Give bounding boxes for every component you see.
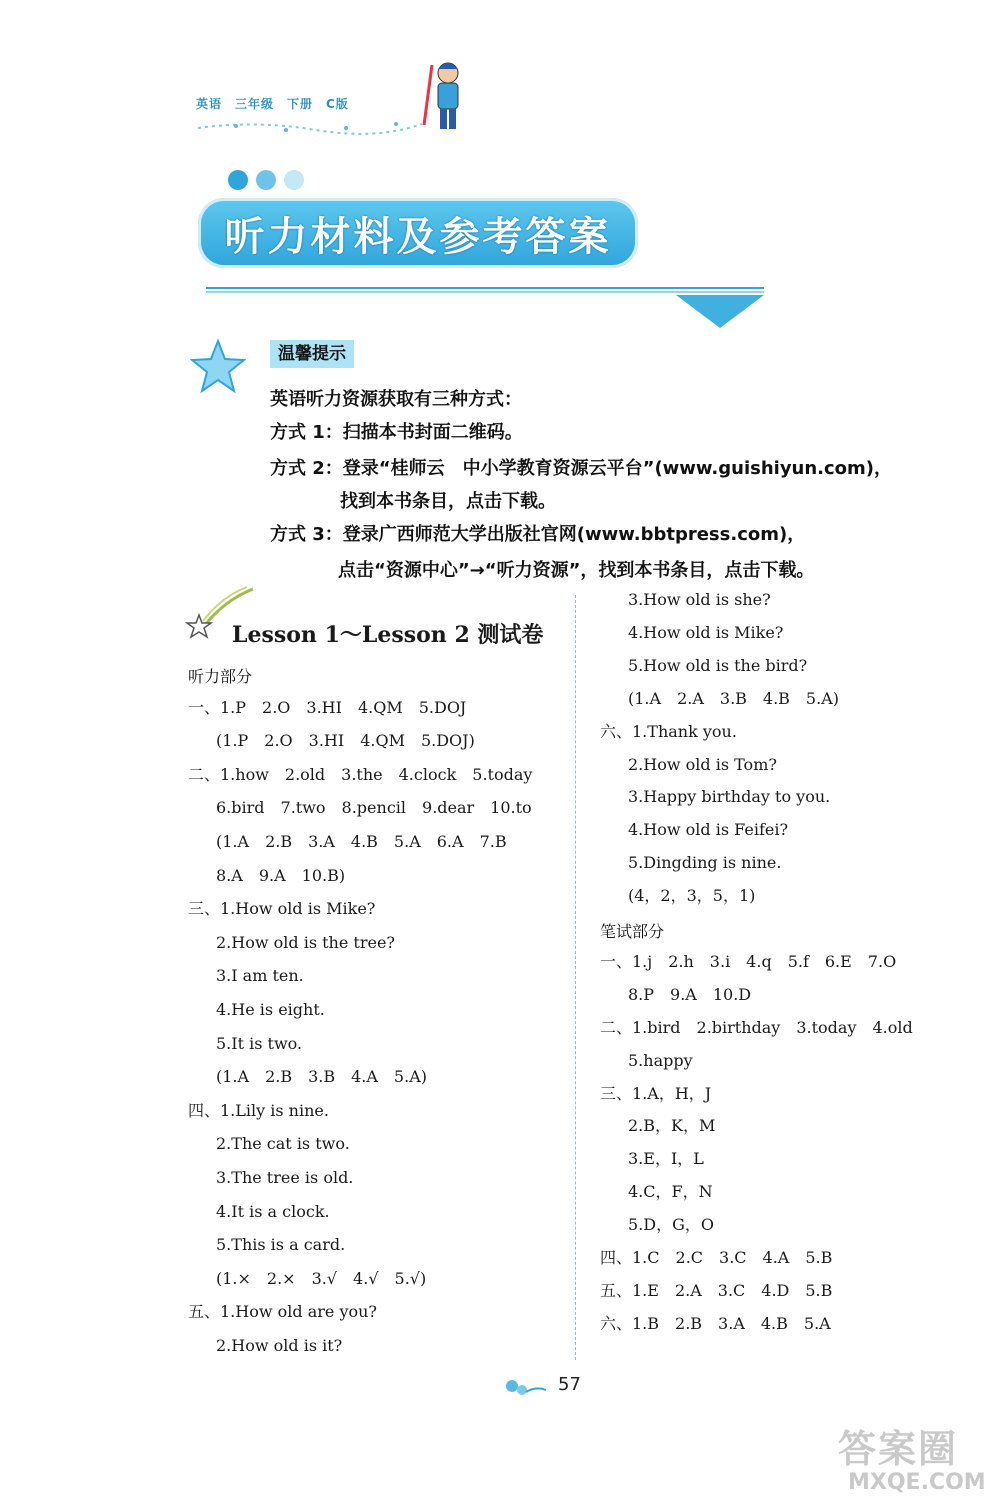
watermark-logo: 答案圈 — [838, 1427, 959, 1471]
pencil-boy-illustration — [418, 55, 468, 135]
answer-line: 5.It is two. — [216, 1033, 303, 1053]
sparkle-decoration — [196, 118, 426, 138]
section-heading: 听力部分 — [188, 667, 253, 686]
answer-line: 三、1.How old is Mike? — [188, 899, 376, 919]
decor-dot-3 — [284, 170, 304, 190]
section-heading: 笔试部分 — [600, 922, 665, 941]
answer-line: 2.The cat is two. — [216, 1134, 350, 1154]
answer-line: 二、1.how 2.old 3.the 4.clock 5.today — [188, 764, 533, 784]
answer-line: 2.How old is it? — [216, 1336, 343, 1355]
answer-line: (1.× 2.× 3.√ 4.√ 5.√) — [216, 1268, 427, 1288]
watermark-url: MXQE.COM — [848, 1470, 986, 1495]
answer-line: 5.Dingding is nine. — [628, 853, 782, 873]
answer-line: 5.D，G，O — [628, 1215, 714, 1235]
answer-line: 2.How old is the tree? — [216, 932, 396, 952]
tips-line: 找到本书条目，点击下载。 — [340, 491, 556, 512]
answer-line: (1.A 2.B 3.A 4.B 5.A 6.A 7.B — [216, 832, 507, 851]
answer-line: 2.B，K，M — [628, 1116, 716, 1136]
answer-line: (1.A 2.B 3.B 4.A 5.A) — [216, 1067, 427, 1087]
header-divider — [206, 286, 766, 330]
answer-line: 8.P 9.A 10.D — [628, 984, 752, 1004]
title-banner — [198, 198, 638, 268]
answer-line: 2.How old is Tom? — [628, 754, 777, 774]
answer-line: 4.It is a clock. — [216, 1201, 330, 1221]
tips-line: 方式 2：登录“桂师云 中小学教育资源云平台”(www.guishiyun.com)， — [270, 458, 893, 479]
answer-line: 5.How old is the bird? — [628, 655, 808, 675]
answer-line: 3.I am ten. — [216, 966, 304, 986]
page-title: 听力材料及参考答案 — [224, 213, 612, 260]
tips-line: 点击“资源中心”→“听力资源”，找到本书条目，点击下载。 — [338, 560, 815, 581]
answer-line: 4.C，F，N — [628, 1182, 713, 1202]
column-divider — [575, 595, 576, 1360]
answer-line: 一、1.j 2.h 3.i 4.q 5.f 6.E 7.O — [600, 951, 897, 971]
answer-line: 5.happy — [628, 1050, 693, 1070]
answer-line: 3.The tree is old. — [216, 1168, 354, 1187]
page-number: 57 — [558, 1374, 581, 1395]
answer-line: 3.How old is she? — [628, 590, 771, 609]
answer-line: 4.How old is Mike? — [628, 622, 784, 642]
answer-line: 3.Happy birthday to you. — [628, 787, 831, 807]
answer-line: 8.A 9.A 10.B) — [216, 865, 346, 885]
answer-line: 四、1.C 2.C 3.C 4.A 5.B — [600, 1248, 833, 1267]
answer-line: 六、1.B 2.B 3.A 4.B 5.A — [600, 1313, 831, 1333]
answer-line: (4，2，3，5，1) — [628, 886, 756, 906]
answer-line: 5.This is a card. — [216, 1235, 346, 1255]
answer-line: (1.P 2.O 3.HI 4.QM 5.DOJ) — [216, 731, 475, 751]
decor-dot-1 — [228, 170, 248, 190]
tips-intro: 英语听力资源获取有三种方式： — [270, 389, 522, 410]
answer-line: 6.bird 7.two 8.pencil 9.dear 10.to — [216, 798, 532, 818]
answer-line: 三、1.A，H，J — [600, 1083, 712, 1103]
answer-line: 五、1.How old are you? — [188, 1302, 378, 1322]
flower-icon — [500, 1374, 548, 1400]
lesson-title: Lesson 1～Lesson 2 测试卷 — [232, 622, 544, 648]
answer-line: 一、1.P 2.O 3.HI 4.QM 5.DOJ — [188, 697, 467, 717]
star-icon — [190, 338, 246, 394]
answer-line: 4.How old is Feifei? — [628, 820, 789, 840]
answer-line: 六、1.Thank you. — [600, 721, 737, 741]
answer-line: 二、1.bird 2.birthday 3.today 4.old — [600, 1017, 913, 1037]
tips-line: 方式 3：登录广西师范大学出版社官网(www.bbtpress.com)， — [270, 524, 806, 545]
tips-label: 温馨提示 — [270, 340, 354, 368]
answer-line: 四、1.Lily is nine. — [188, 1100, 329, 1120]
answer-line: 3.E，I，L — [628, 1149, 704, 1169]
decor-dot-2 — [256, 170, 276, 190]
tips-line: 方式 1：扫描本书封面二维码。 — [270, 422, 523, 443]
answer-line: 五、1.E 2.A 3.C 4.D 5.B — [600, 1280, 833, 1300]
answer-line: (1.A 2.A 3.B 4.B 5.A) — [628, 688, 839, 708]
answer-line: 4.He is eight. — [216, 1000, 325, 1019]
series-label: 英语 三年级 下册 C版 — [196, 97, 349, 111]
